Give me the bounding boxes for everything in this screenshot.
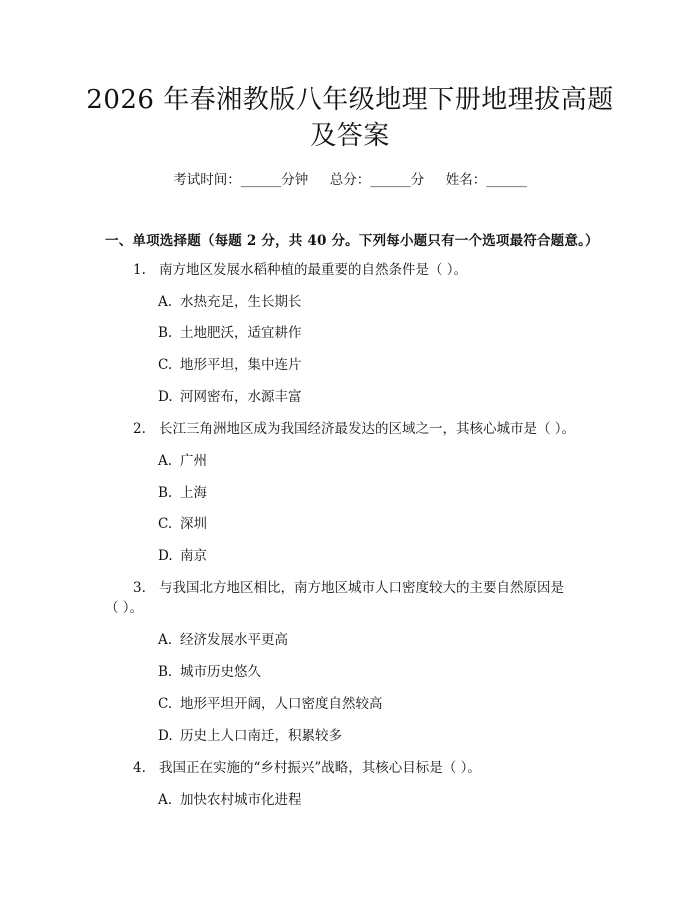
question-3 (133, 578, 564, 598)
question-number: 1. (133, 262, 146, 278)
q4-option-a (158, 790, 302, 810)
q1-option-c (158, 355, 302, 375)
option-letter: A. (158, 294, 173, 310)
option-letter: D. (158, 389, 173, 405)
option-text: 南京 (180, 548, 207, 564)
option-letter: C. (158, 696, 173, 712)
q2-option-a (158, 451, 207, 471)
q3-option-a (158, 630, 288, 650)
option-text: 历史上人口南迁，积累较多 (180, 728, 342, 744)
question-number: 2. (133, 421, 146, 437)
question-1 (133, 260, 467, 280)
question-4 (133, 758, 481, 778)
option-letter: B. (158, 485, 173, 501)
option-letter: C. (158, 516, 173, 532)
question-text: 我国正在实施的“乡村振兴”战略，其核心目标是（ ）。 (159, 760, 481, 776)
option-letter: A. (158, 453, 173, 469)
q3-option-b (158, 662, 261, 682)
exam-info-line: 考试时间：______分钟 总分：______分 姓名：______ (173, 172, 527, 188)
option-text: 加快农村城市化进程 (180, 792, 302, 808)
q2-option-c (158, 514, 207, 534)
option-text: 河网密布，水源丰富 (180, 389, 302, 405)
question-3-continuation: （ ）。 (105, 600, 144, 616)
question-text: 长江三角洲地区成为我国经济最发达的区域之一，其核心城市是（ ）。 (159, 421, 576, 437)
q3-option-c (158, 694, 383, 714)
option-letter: B. (158, 664, 173, 680)
option-letter: C. (158, 357, 173, 373)
q1-option-a (158, 292, 302, 312)
option-text: 深圳 (180, 516, 207, 532)
option-text: 地形平坦，集中连片 (180, 357, 302, 373)
document-title-line-1: 2026 年春湘教版八年级地理下册地理拔高题 (86, 85, 614, 115)
q1-option-d (158, 387, 302, 407)
option-letter: D. (158, 548, 173, 564)
option-text: 上海 (180, 485, 207, 501)
option-text: 水热充足，生长期长 (180, 294, 302, 310)
question-text: 南方地区发展水稻种植的最重要的自然条件是（ ）。 (159, 262, 468, 278)
option-letter: D. (158, 728, 173, 744)
option-text: 城市历史悠久 (180, 664, 261, 680)
q2-option-b (158, 483, 207, 503)
option-text: 广州 (180, 453, 207, 469)
question-2 (133, 419, 575, 439)
q1-option-b (158, 323, 302, 343)
q2-option-d (158, 546, 207, 566)
option-text: 经济发展水平更高 (180, 632, 288, 648)
option-letter: A. (158, 792, 173, 808)
question-text: 与我国北方地区相比，南方地区城市人口密度较大的主要自然原因是 (159, 580, 564, 596)
option-letter: A. (158, 632, 173, 648)
option-text: 地形平坦开阔，人口密度自然较高 (180, 696, 383, 712)
q3-option-d (158, 726, 342, 746)
question-number: 4. (133, 760, 146, 776)
option-letter: B. (158, 325, 173, 341)
document-title-line-2: 及答案 (310, 121, 390, 151)
option-text: 土地肥沃，适宜耕作 (180, 325, 302, 341)
section-heading: 一、单项选择题（每题 2 分，共 40 分。下列每小题只有一个选项最符合题意。） (105, 233, 599, 249)
question-number: 3. (133, 580, 146, 596)
